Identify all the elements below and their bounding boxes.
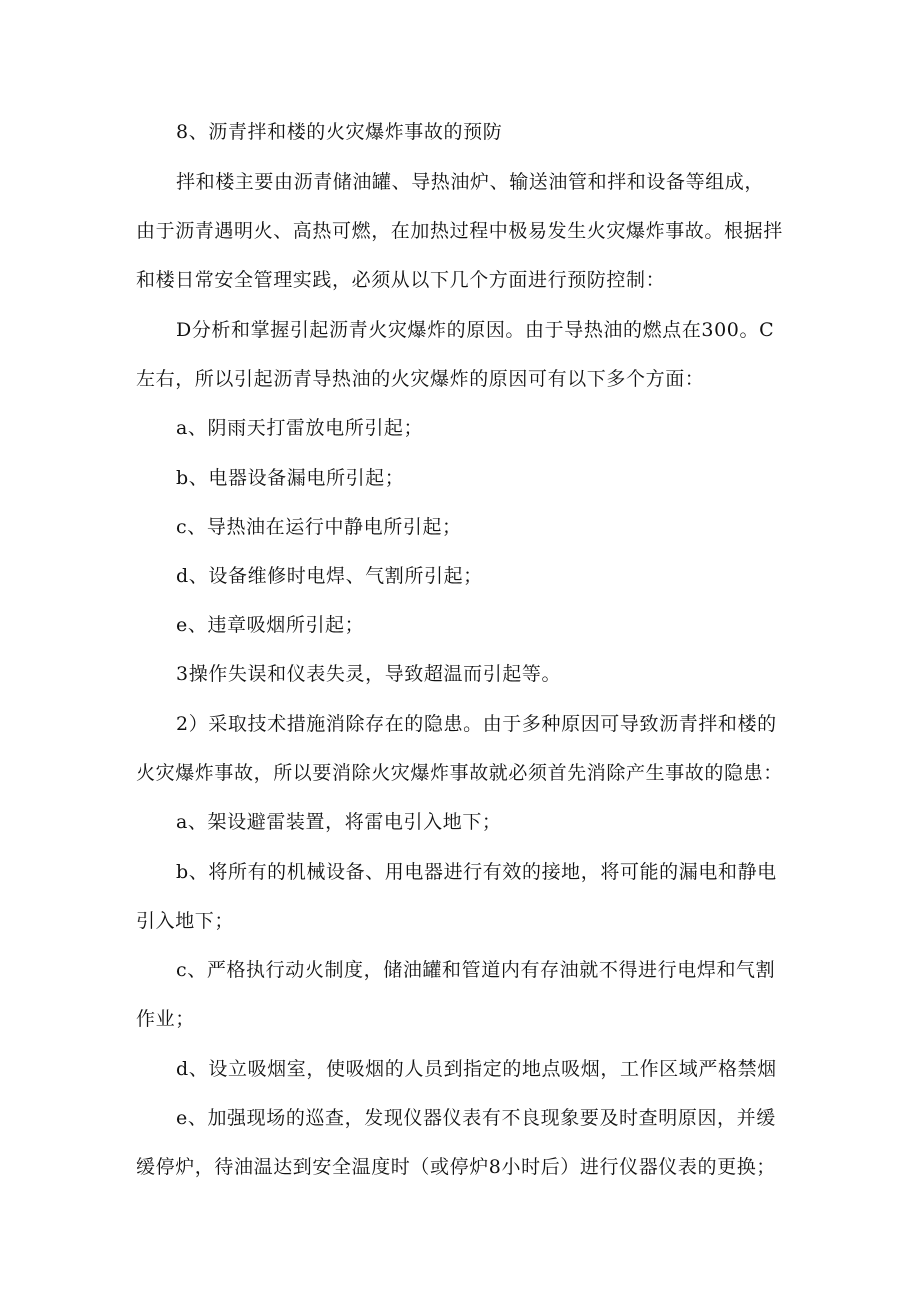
list-item-measure-d: d、设立吸烟室，使吸烟的人员到指定的地点吸烟，工作区域严格禁烟 [176, 1058, 777, 1080]
paragraph-point-2-line-1: 2）采取技术措施消除存在的隐患。由于多种原因可导致沥青拌和楼的 [176, 713, 777, 735]
paragraph-point-1-line-1: D分析和掌握引起沥青火灾爆炸的原因。由于导热油的燃点在300。C [176, 319, 775, 341]
section-heading: 8、沥青拌和楼的火灾爆炸事故的预防 [176, 121, 503, 143]
paragraph-intro-line-3: 和楼日常安全管理实践，必须从以下几个方面进行预防控制： [136, 269, 666, 291]
list-item-measure-e-line-1: e、加强现场的巡查，发现仪器仪表有不良现象要及时查明原因，并缓 [176, 1107, 776, 1129]
list-item-measure-a: a、架设避雷装置，将雷电引入地下； [176, 811, 502, 833]
paragraph-intro-line-2: 由于沥青遇明火、高热可燃，在加热过程中极易发生火灾爆炸事故。根据拌 [136, 220, 783, 242]
list-item-measure-c-line-2: 作业； [136, 1008, 195, 1030]
list-item-measure-b-line-2: 引入地下； [136, 910, 235, 932]
paragraph-point-2-line-2: 火灾爆炸事故，所以要消除火灾爆炸事故就必须首先消除产生事故的隐患： [136, 762, 783, 784]
list-item-cause-d: d、设备维修时电焊、气割所引起； [176, 565, 483, 587]
paragraph-intro-line-1: 拌和楼主要由沥青储油罐、导热油炉、输送油管和拌和设备等组成， [176, 171, 765, 193]
paragraph-point-1-line-2: 左右，所以引起沥青导热油的火灾爆炸的原因可有以下多个方面： [136, 368, 705, 390]
list-item-measure-b-line-1: b、将所有的机械设备、用电器进行有效的接地，将可能的漏电和静电 [176, 861, 777, 883]
list-item-cause-b: b、电器设备漏电所引起； [176, 467, 405, 489]
list-item-cause-3: 3操作失误和仪表失灵，导致超温而引起等。 [176, 663, 562, 685]
list-item-cause-e: e、违章吸烟所引起； [176, 614, 365, 636]
list-item-measure-e-line-2: 缓停炉，待油温达到安全温度时（或停炉8小时后）进行仪器仪表的更换； [136, 1156, 776, 1178]
list-item-cause-a: a、阴雨天打雷放电所引起； [176, 417, 424, 439]
list-item-cause-c: c、导热油在运行中静电所引起； [176, 516, 462, 538]
list-item-measure-c-line-1: c、严格执行动火制度，储油罐和管道内有存油就不得进行电焊和气割 [176, 959, 776, 981]
